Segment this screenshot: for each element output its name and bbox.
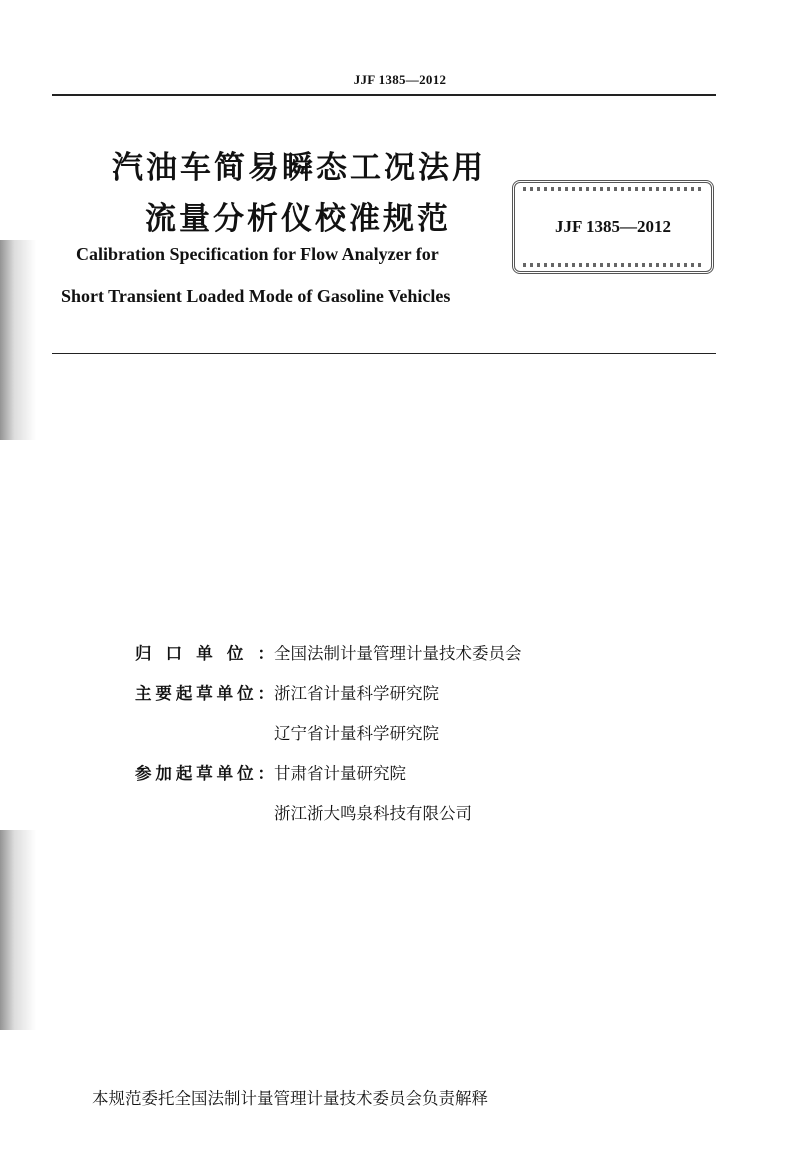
- scan-shadow-bottom: [0, 830, 36, 1030]
- org-label: 参加起草单位：: [135, 764, 274, 783]
- scan-shadow-top: [0, 240, 36, 440]
- footer-note: 本规范委托全国法制计量管理计量技术委员会负责解释: [92, 1089, 488, 1108]
- title-english-line-1: Calibration Specification for Flow Analyzer for: [76, 244, 439, 264]
- header-rule: [52, 94, 716, 96]
- org-row: [135, 752, 522, 792]
- standard-code-box: [512, 180, 714, 274]
- title-rule: [52, 353, 716, 354]
- org-value: 全国法制计量管理计量技术委员会: [274, 644, 522, 663]
- org-row: [135, 672, 522, 712]
- title-chinese-line-1: 汽油车简易瞬态工况法用: [112, 150, 486, 186]
- organization-list: [135, 632, 522, 832]
- org-row: [135, 792, 522, 832]
- org-value: 辽宁省计量科学研究院: [274, 724, 439, 743]
- title-english-line-2: Short Transient Loaded Mode of Gasoline Vehicles: [61, 286, 451, 306]
- org-value: 浙江浙大鸣泉科技有限公司: [274, 804, 472, 823]
- standard-code-box-text: JJF 1385—2012: [554, 217, 671, 236]
- org-value: 浙江省计量科学研究院: [274, 684, 439, 703]
- org-value: 甘肃省计量研究院: [274, 764, 406, 783]
- org-label: 归口单位：: [135, 644, 274, 663]
- org-label: 主要起草单位：: [135, 684, 274, 703]
- header-standard-code: JJF 1385—2012: [353, 72, 447, 87]
- org-row: [135, 632, 522, 672]
- title-chinese-line-2: 流量分析仪校准规范: [145, 201, 451, 237]
- org-row: [135, 712, 522, 752]
